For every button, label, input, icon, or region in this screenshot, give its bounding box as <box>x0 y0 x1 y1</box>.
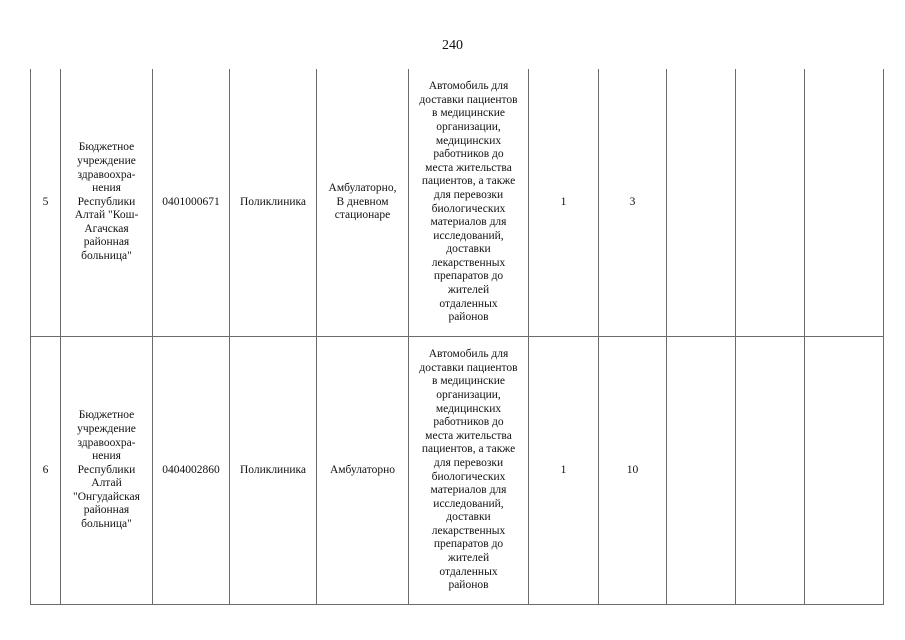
organization-cell: Бюджетное учреждение здравоохра- нения Республики Алтай "Онгудайская районная больница" <box>61 337 153 605</box>
equipment-table <box>30 69 884 605</box>
quantity-cell: 1 <box>529 337 599 605</box>
quantity-cell: 1 <box>529 69 599 337</box>
count-cell: 3 <box>599 69 667 337</box>
empty-cell <box>736 337 805 605</box>
care-form-cell: Амбулаторно, В дневном стационаре <box>317 69 409 337</box>
count-cell: 10 <box>599 337 667 605</box>
empty-cell <box>805 69 884 337</box>
row-number-cell: 6 <box>31 337 61 605</box>
code-cell: 0401000671 <box>153 69 230 337</box>
department-cell: Поликлиника <box>230 69 317 337</box>
code-cell: 0404002860 <box>153 337 230 605</box>
organization-cell: Бюджетное учреждение здравоохра- нения Республики Алтай "Кош- Агачская районная больница" <box>61 69 153 337</box>
empty-cell <box>736 69 805 337</box>
empty-cell <box>805 337 884 605</box>
purpose-cell: Автомобиль для доставки пациентов в медицинские организации, медицинских работников до места жительства пациентов, а также для перевозки биологических материалов для исследований, доставки лекарственных препаратов до жителей отдаленных районов <box>409 337 529 605</box>
table-row <box>31 337 884 605</box>
empty-cell <box>667 69 736 337</box>
department-cell: Поликлиника <box>230 337 317 605</box>
row-number-cell: 5 <box>31 69 61 337</box>
care-form-cell: Амбулаторно <box>317 337 409 605</box>
page-number: 240 <box>442 38 463 53</box>
purpose-cell: Автомобиль для доставки пациентов в медицинские организации, медицинских работников до места жительства пациентов, а также для перевозки биологических материалов для исследований, доставки лекарственных препаратов до жителей отдаленных районов <box>409 69 529 337</box>
empty-cell <box>667 337 736 605</box>
table-row <box>31 69 884 337</box>
